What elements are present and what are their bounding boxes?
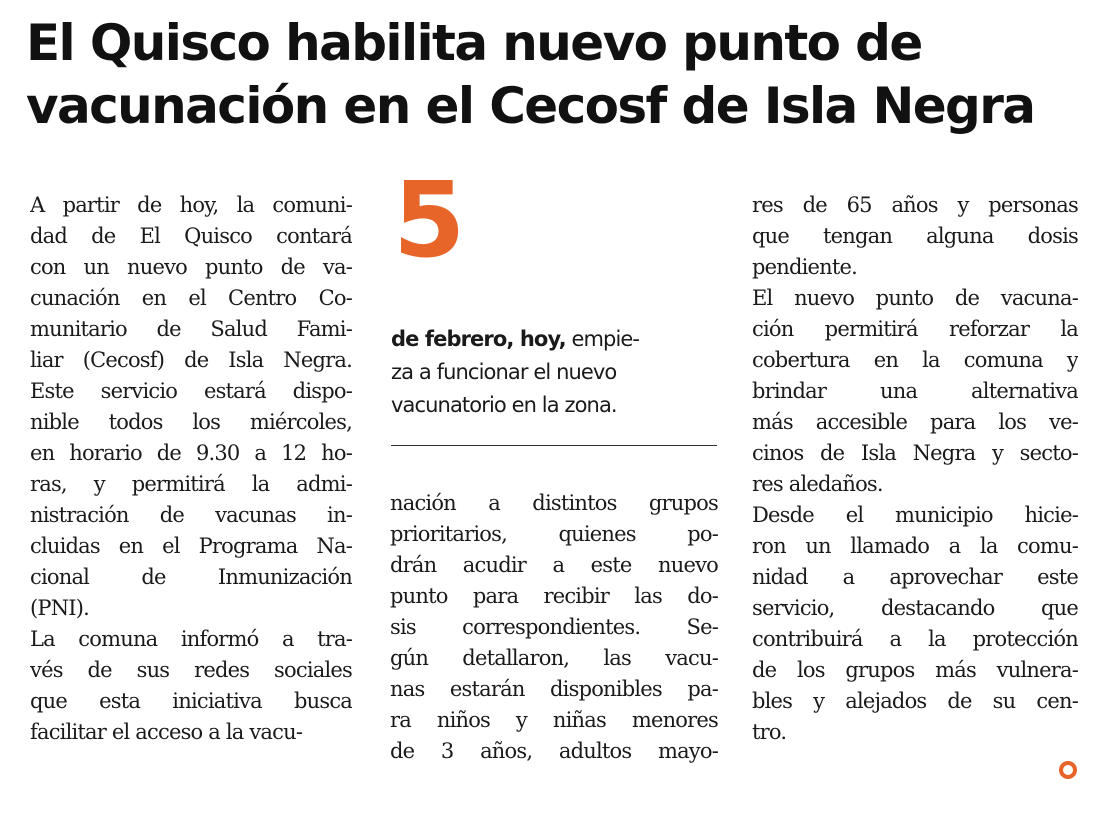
column-1-line: cional de Inmunización [30, 565, 352, 589]
column-3-line: res de 65 años y personas [752, 193, 1078, 217]
column-2-line: sis correspondientes. Se- [390, 615, 718, 639]
article-column-3 [752, 190, 1078, 748]
column-1-line: en horario de 9.30 a 12 ho- [30, 441, 352, 465]
article-column-1 [30, 190, 352, 748]
column-3-line: cinos de Isla Negra y secto- [752, 441, 1078, 465]
column-3-line: de los grupos más vulnera- [752, 658, 1078, 682]
column-1-line: (PNI). [30, 596, 90, 620]
column-3-line: brindar una alternativa [752, 379, 1078, 403]
column-2-line: ra niños y niñas menores [390, 708, 718, 732]
column-1-line: nible todos los miércoles, [30, 410, 352, 434]
highlight-line-3: vacunatorio en la zona. [391, 393, 617, 417]
headline [26, 12, 1076, 138]
column-2-line: gún detallaron, las vacu- [390, 646, 718, 670]
article-column-2 [390, 488, 718, 767]
column-2-line: nas estarán disponibles pa- [390, 677, 718, 701]
column-1-line: que esta iniciativa busca [30, 689, 352, 713]
highlight-number: 5 [393, 159, 466, 281]
column-2-line: de 3 años, adultos mayo- [390, 739, 718, 763]
column-2-line: nación a distintos grupos [390, 491, 718, 515]
column-3-line: contribuirá a la protección [752, 627, 1078, 651]
column-1-line: ras, y permitirá la admi- [30, 472, 352, 496]
column-1-line: La comuna informó a tra- [30, 627, 352, 651]
column-2-line: prioritarios, quienes po- [390, 522, 718, 546]
column-3-line: Desde el municipio hicie- [752, 503, 1078, 527]
column-3-line: más accesible para los ve- [752, 410, 1078, 434]
highlight-line-1-rest: empie- [565, 327, 640, 351]
column-2-line: drán acudir a este nuevo [390, 553, 718, 577]
column-1-line: cunación en el Centro Co- [30, 286, 352, 310]
column-3-line: bles y alejados de su cen- [752, 689, 1078, 713]
column-3-line: El nuevo punto de vacuna- [752, 286, 1078, 310]
column-3-line: tro. [752, 720, 787, 744]
column-1-line: liar (Cecosf) de Isla Negra. [30, 348, 352, 372]
column-1-line: con un nuevo punto de va- [30, 255, 352, 279]
highlight-line-2: za a funcionar el nuevo [391, 360, 617, 384]
column-1-line: A partir de hoy, la comuni- [30, 193, 352, 217]
highlight-callout [391, 323, 721, 422]
column-3-line: servicio, destacando que [752, 596, 1078, 620]
highlight-bold-text: de febrero, hoy, [391, 327, 566, 351]
callout-divider [391, 445, 717, 446]
column-1-line: facilitar el acceso a la vacu- [30, 720, 303, 744]
column-3-line: nidad a aprovechar este [752, 565, 1078, 589]
headline-line-1: El Quisco habilita nuevo punto de [26, 14, 922, 72]
column-3-line: que tengan alguna dosis [752, 224, 1078, 248]
highlight-line-1 [391, 323, 721, 356]
column-3-line: ción permitirá reforzar la [752, 317, 1078, 341]
column-3-line: res aledaños. [752, 472, 883, 496]
column-3-line: pendiente. [752, 255, 858, 279]
column-1-line: vés de sus redes sociales [30, 658, 352, 682]
end-of-article-icon [1059, 761, 1077, 779]
headline-line-2: vacunación en el Cecosf de Isla Negra [26, 77, 1035, 135]
column-1-line: cluidas en el Programa Na- [30, 534, 352, 558]
column-3-line: cobertura en la comuna y [752, 348, 1078, 372]
column-1-line: nistración de vacunas in- [30, 503, 352, 527]
column-1-line: dad de El Quisco contará [30, 224, 352, 248]
column-3-line: ron un llamado a la comu- [752, 534, 1078, 558]
column-1-line: munitario de Salud Fami- [30, 317, 352, 341]
column-1-line: Este servicio estará dispo- [30, 379, 352, 403]
column-2-line: punto para recibir las do- [390, 584, 718, 608]
